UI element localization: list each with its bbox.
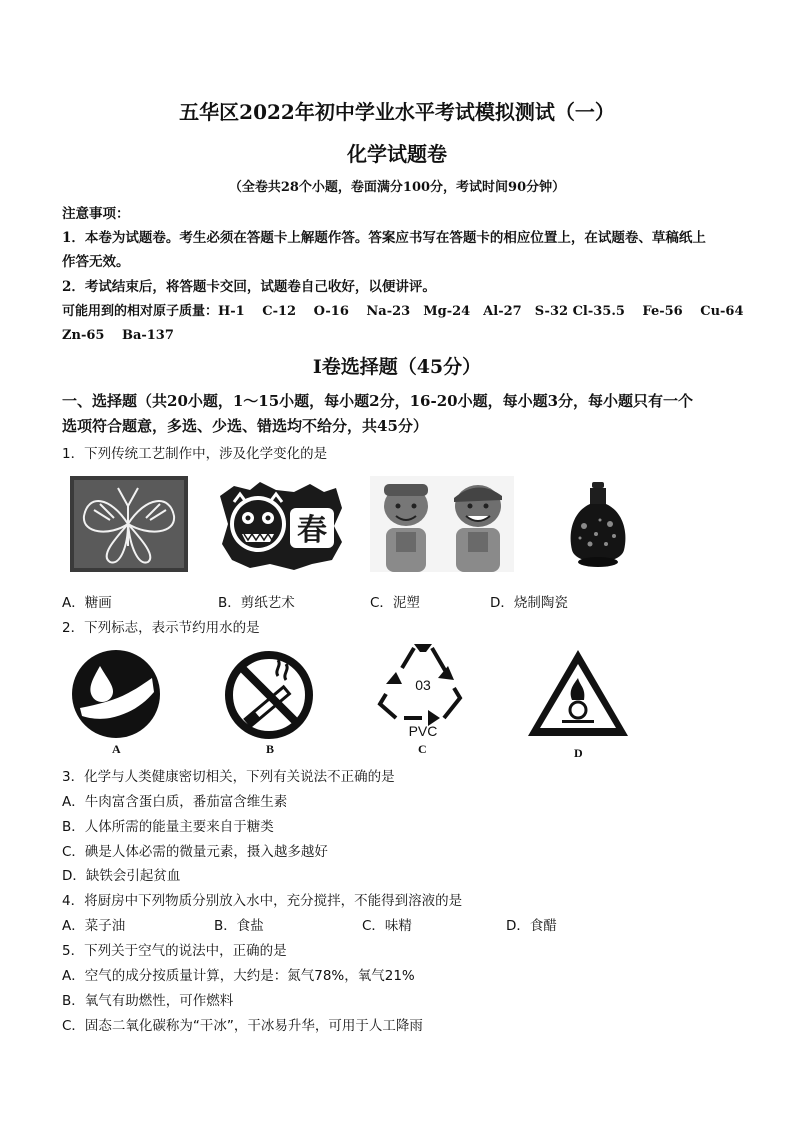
note-item-2: 2．考试结束后，将答题卡交回，试题卷自己收好，以便讲评。 xyxy=(62,279,436,295)
part-instructions-line-2: 选项符合题意，多选、少选、错选均不给分，共45分） xyxy=(62,417,428,435)
section-title: I卷选择题（45分） xyxy=(312,356,482,378)
atomic-masses-line-1: 可能用到的相对原子质量：H-1 C-12 O-16 Na-23 Mg-24 Al-27 S-32 Cl-35.5 Fe-56 Cu-64 xyxy=(62,304,744,319)
exam-info: （全卷共28个小题，卷面满分100分，考试时间90分钟） xyxy=(228,180,566,195)
pvc-recycling-sign-icon xyxy=(374,636,472,738)
oxidizer-warning-sign-icon xyxy=(524,646,632,742)
note-item-1-line-1: 1．本卷为试题卷。考生必须在答题卡上解题作答。答案应书写在答题卡的相应位置上，在试题卷、草稿纸上 xyxy=(62,230,706,246)
no-smoking-sign-icon xyxy=(222,650,316,740)
question-1-option-c: C．泥塑 xyxy=(370,595,420,611)
sign-label-d: D xyxy=(574,746,583,760)
question-5-option-b: B．氧气有助燃性，可作燃料 xyxy=(62,993,234,1009)
exam-subtitle: 化学试题卷 xyxy=(347,142,447,166)
question-1-option-a: A．糖画 xyxy=(62,595,112,611)
notes-heading: 注意事项： xyxy=(62,206,130,222)
question-4-option-b: B．食盐 xyxy=(214,918,264,934)
question-4-option-d: D．食醋 xyxy=(506,918,557,934)
recycle-code: 03 xyxy=(415,677,431,693)
sign-label-c: C xyxy=(418,742,427,756)
question-4-stem: 4．将厨房中下列物质分别放入水中，充分搅拌，不能得到溶液的是 xyxy=(62,893,463,909)
question-3-option-b: B．人体所需的能量主要来自于糖类 xyxy=(62,819,274,835)
question-1-option-b: B．剪纸艺术 xyxy=(218,595,295,611)
question-3-stem: 3．化学与人类健康密切相关，下列有关说法不正确的是 xyxy=(62,769,395,785)
question-2-stem: 2．下列标志，表示节约用水的是 xyxy=(62,620,260,636)
atomic-masses-line-2: Zn-65 Ba-137 xyxy=(62,328,174,343)
paper-cut-image xyxy=(214,478,346,572)
question-1-stem: 1．下列传统工艺制作中，涉及化学变化的是 xyxy=(62,446,328,462)
question-5-stem: 5．下列关于空气的说法中，正确的是 xyxy=(62,943,287,959)
question-5-option-c: C．固态二氧化碳称为“干冰”，干冰易升华，可用于人工降雨 xyxy=(62,1018,423,1034)
sugar-painting-image xyxy=(70,476,188,572)
clay-figures-image xyxy=(370,476,514,572)
question-3-option-d: D．缺铁会引起贫血 xyxy=(62,868,181,884)
note-item-1-line-2: 作答无效。 xyxy=(62,254,130,270)
exam-title: 五华区2022年初中学业水平考试模拟测试（一） xyxy=(179,100,615,124)
question-1-option-d: D．烧制陶瓷 xyxy=(490,595,568,611)
paper-cut-character: 春 xyxy=(297,513,327,548)
ceramic-vase-image xyxy=(566,482,630,570)
water-saving-sign-icon xyxy=(70,648,162,740)
part-instructions-line-1: 一、选择题（共20小题，1～15小题，每小题2分，16-20小题，每小题3分，每小题只有一个 xyxy=(62,392,694,410)
question-4-option-c: C．味精 xyxy=(362,918,412,934)
sign-label-b: B xyxy=(266,742,275,756)
sign-label-a: A xyxy=(112,742,121,756)
question-3-option-c: C．碘是人体必需的微量元素，摄入越多越好 xyxy=(62,844,328,860)
question-5-option-a: A．空气的成分按质量计算，大约是：氮气78%，氧气21% xyxy=(62,968,415,984)
recycle-material: PVC xyxy=(408,723,438,738)
question-4-option-a: A．菜子油 xyxy=(62,918,126,934)
question-3-option-a: A．牛肉富含蛋白质，番茄富含维生素 xyxy=(62,794,288,810)
